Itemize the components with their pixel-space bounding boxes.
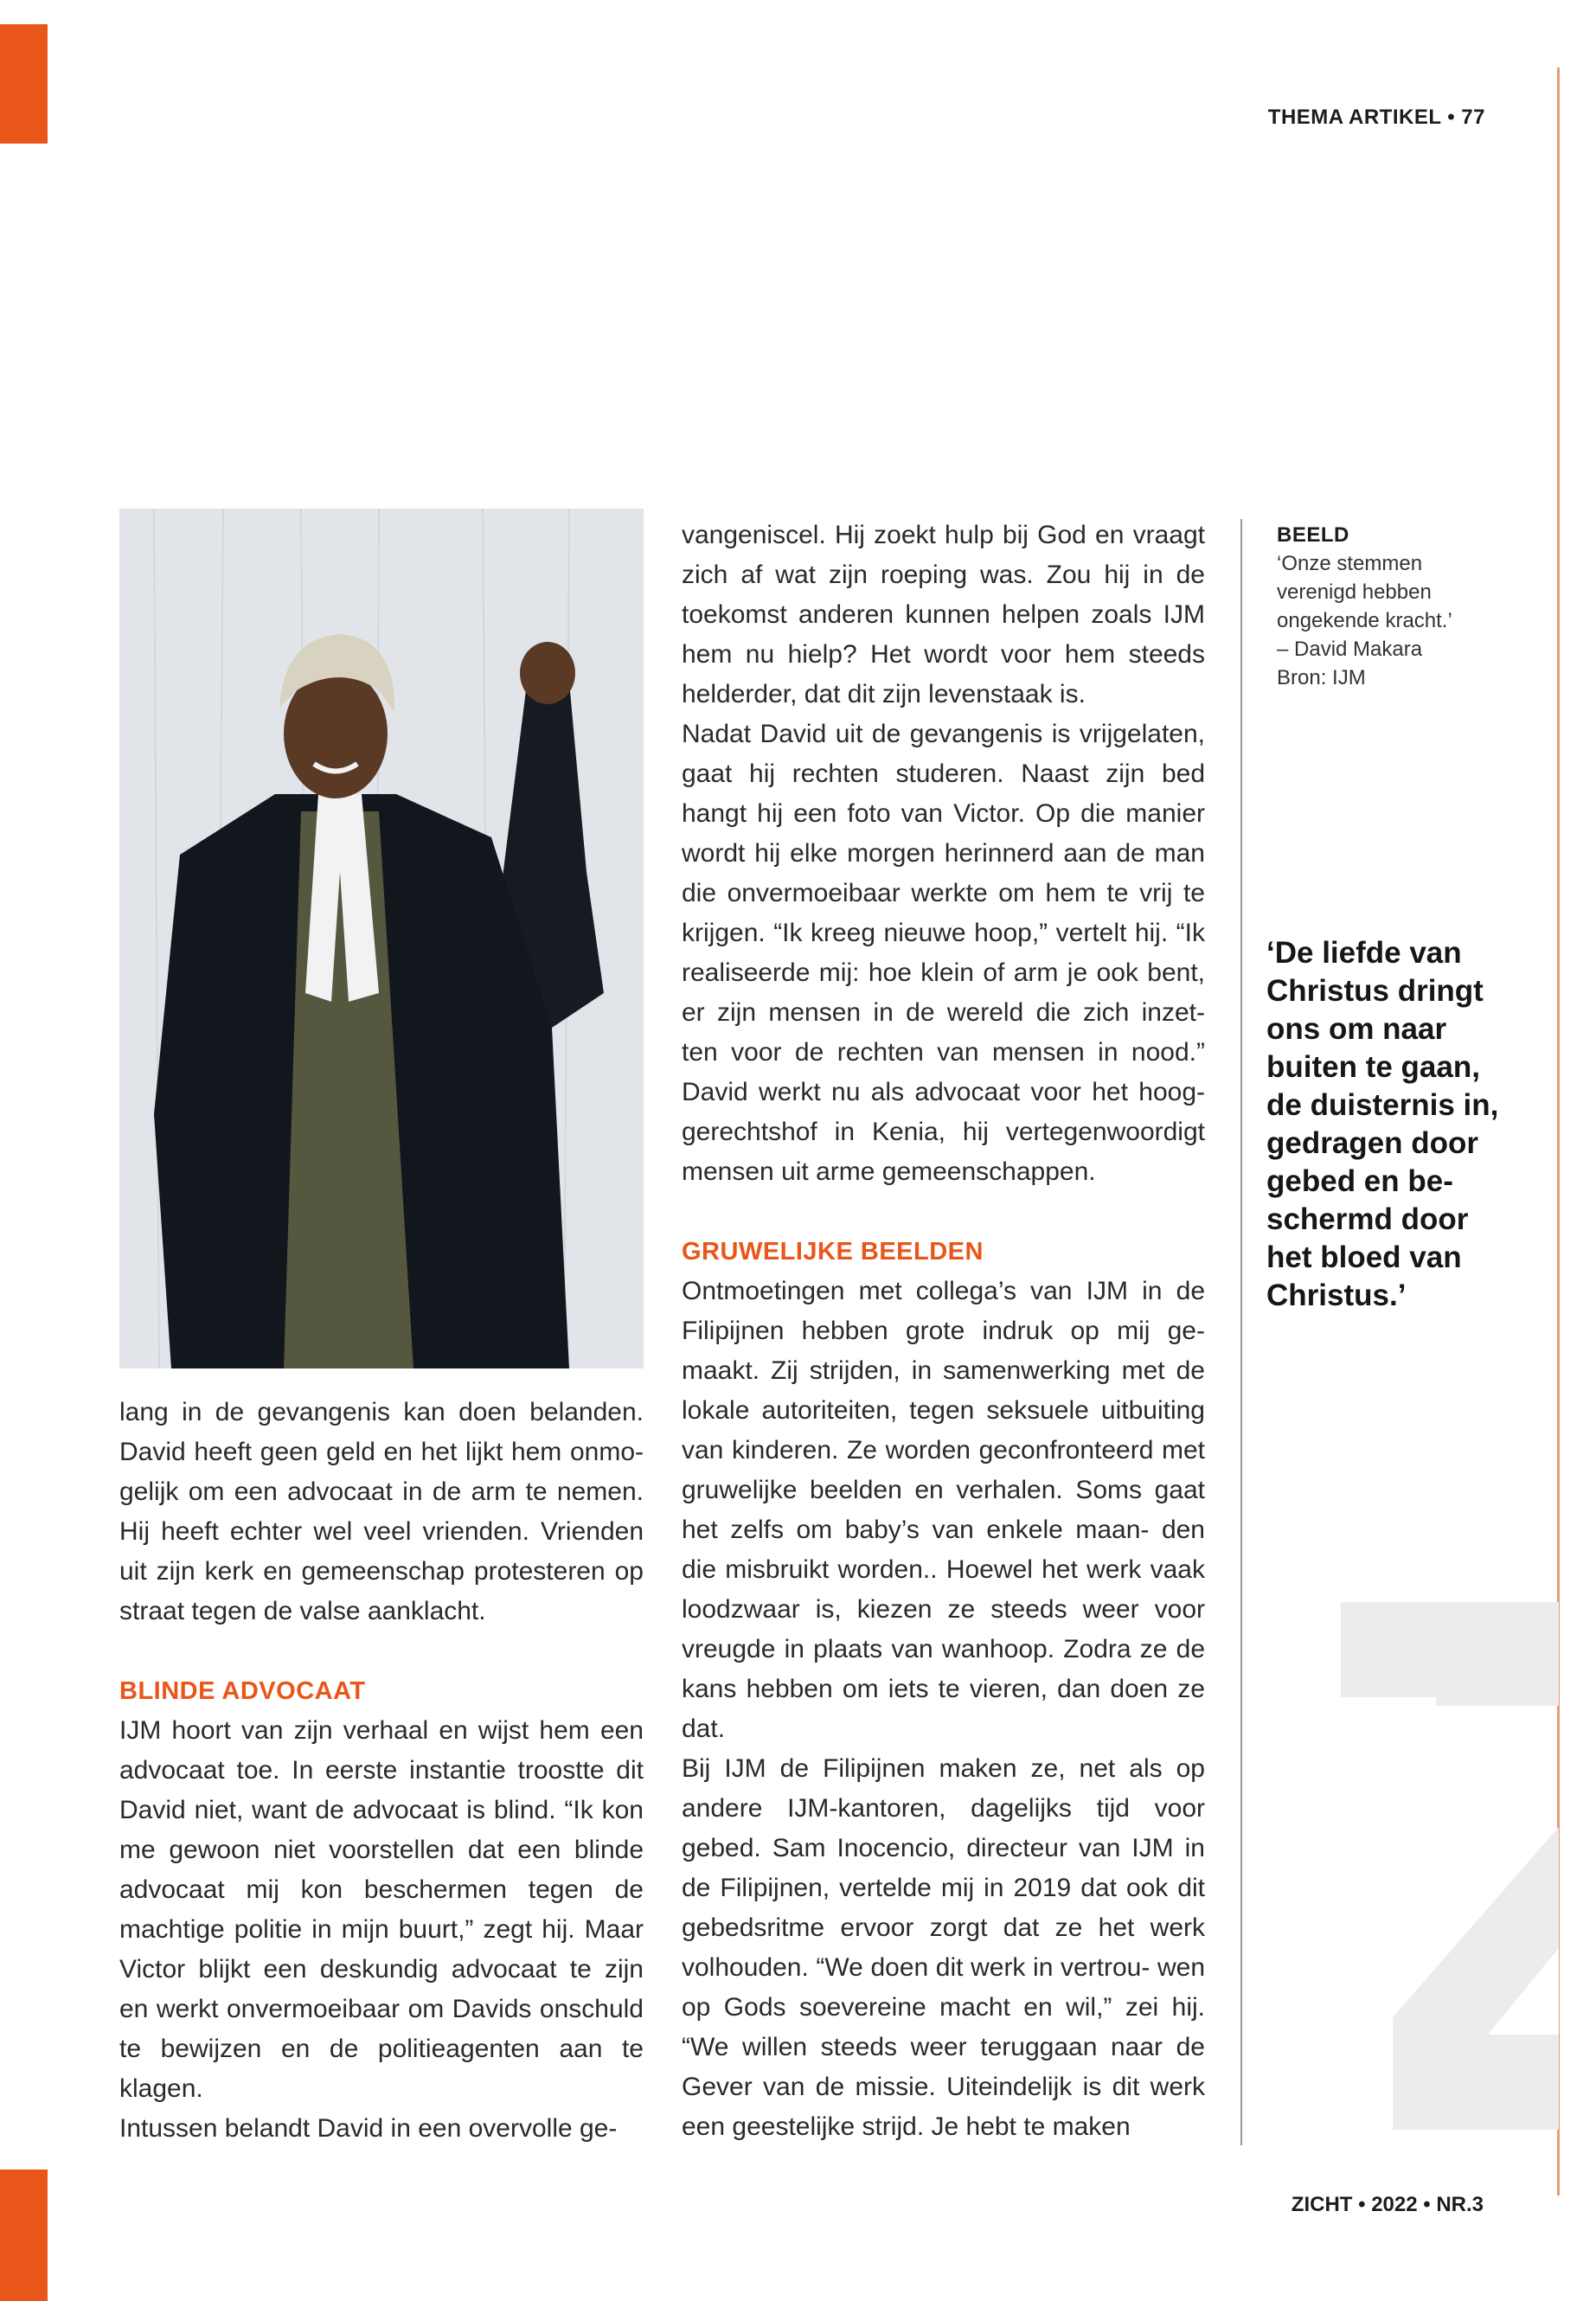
pull-quote-line: Christus.’ bbox=[1266, 1279, 1407, 1312]
advocate-portrait-illustration bbox=[119, 509, 644, 1368]
pull-quote bbox=[1266, 934, 1526, 1315]
section-heading-gruwelijke-beelden: GRUWELIJKE BEELDEN bbox=[682, 1238, 984, 1266]
running-foot: ZICHT • 2022 • NR.3 bbox=[1291, 2193, 1484, 2216]
caption-line: ‘Onze stemmen bbox=[1277, 552, 1423, 575]
column-rule bbox=[1240, 519, 1242, 2145]
body-paragraph: Bij IJM de Filipijnen maken ze, net als op andere IJM-kantoren, dagelijks tijd voor gebed. Sam Inocencio, directeur van IJM in de Filipijnen, vertelde mij in 2019 dat ook dit gebedsritme ervoor zorgt dat ze het werk volhouden. “We doen dit werk in vertrou- wen op Gods soevereine macht en wil,” zei hij. “We willen steeds weer teruggaan naar de Gever van de missie. Uiteindelijk is dit werk een geestelijke strijd. Je hebt te maken bbox=[682, 1754, 1205, 2141]
pull-quote-line: buiten te gaan, bbox=[1266, 1050, 1480, 1084]
decorative-watermark-shape bbox=[1341, 1602, 1559, 2130]
running-head: THEMA ARTIKEL • 77 bbox=[1267, 106, 1485, 129]
body-paragraph: lang in de gevangenis kan doen belanden. David heeft geen geld en het lijkt hem onmo- gelijk om een advocaat in de arm te nemen. Hij heeft echter wel veel vrienden. Vrienden uit zijn kerk en gemeenschap protesteren op straat tegen de valse aanklacht. bbox=[119, 1398, 644, 1625]
body-paragraph: IJM hoort van zijn verhaal en wijst hem een advocaat toe. In eerste instantie troostte dit David niet, want de advocaat is blind. “Ik kon me gewoon niet voorstellen dat een blinde advocaat mij kon beschermen tegen de machtige politie in mijn buurt,” zegt hij. Maar Victor blijkt een deskundig advocaat te zijn en werkt onvermoeibaar om Davids onschuld te bewijzen en de politieagenten aan te klagen. bbox=[119, 1716, 644, 2103]
caption-line: – David Makara bbox=[1277, 638, 1423, 661]
article-column-right bbox=[682, 516, 1205, 2147]
orange-edge-bar-bottom bbox=[0, 2170, 48, 2301]
caption-line: verenigd hebben bbox=[1277, 580, 1432, 604]
photo-caption bbox=[1277, 521, 1519, 692]
pull-quote-line: schermd door bbox=[1266, 1202, 1469, 1236]
caption-line: ongekende kracht.’ bbox=[1277, 609, 1452, 632]
article-photo bbox=[119, 509, 644, 1368]
pull-quote-line: gedragen door bbox=[1266, 1126, 1479, 1160]
pull-quote-line: de duisternis in, bbox=[1266, 1088, 1499, 1122]
pull-quote-line: ‘De liefde van bbox=[1266, 936, 1462, 970]
body-paragraph: Ontmoetingen met collega’s van IJM in de Filipijnen hebben grote indruk op mij ge- maakt. Zij strijden, in samenwerking met de lokale autoriteiten, tegen seksuele uitbuiting van kinderen. Ze worden geconfronteerd met gruwelijke beelden en verhalen. Soms gaat het zelfs om baby’s van enkele maan- den die misbruikt worden.. Hoewel het werk vaak loodzwaar is, kiezen ze steeds weer voor vreugde in plaats van wanhoop. Zodra ze de kans hebben om iets te vieren, dan doen ze dat. bbox=[682, 1277, 1205, 1743]
body-paragraph: Nadat David uit de gevangenis is vrijgelaten, gaat hij rechten studeren. Naast zijn bed hangt hij een foto van Victor. Op die manier wordt hij elke morgen herinnerd aan de man die onvermoeibaar werkte om hem te vrij te krijgen. “Ik kreeg nieuwe hoop,” vertelt hij. “Ik realiseerde mij: hoe klein of arm je ook bent, er zijn mensen in de wereld die zich inzet- ten voor de rechten van mensen in nood.” David werkt nu als advocaat voor het hoog- gerechtshof in Kenia, hij vertegenwoordigt mensen uit arme gemeenschappen. bbox=[682, 720, 1205, 1186]
pull-quote-line: ons om naar bbox=[1266, 1012, 1447, 1046]
orange-edge-bar-top bbox=[0, 24, 48, 144]
body-paragraph: Intussen belandt David in een overvolle ge- bbox=[119, 2114, 618, 2143]
pull-quote-line: gebed en be- bbox=[1266, 1164, 1453, 1198]
section-heading-blinde-advocaat: BLINDE ADVOCAAT bbox=[119, 1677, 366, 1705]
caption-label: BEELD bbox=[1277, 523, 1349, 547]
pull-quote-line: het bloed van bbox=[1266, 1240, 1462, 1274]
caption-line: Bron: IJM bbox=[1277, 666, 1366, 689]
pull-quote-line: Christus dringt bbox=[1266, 974, 1484, 1008]
body-paragraph: vangeniscel. Hij zoekt hulp bij God en vraagt zich af wat zijn roeping was. Zou hij in de toekomst anderen kunnen helpen zoals IJM hem nu hielp? Het wordt voor hem steeds helderder, dat dit zijn levenstaak is. bbox=[682, 521, 1205, 708]
article-column-left bbox=[119, 1393, 644, 2149]
